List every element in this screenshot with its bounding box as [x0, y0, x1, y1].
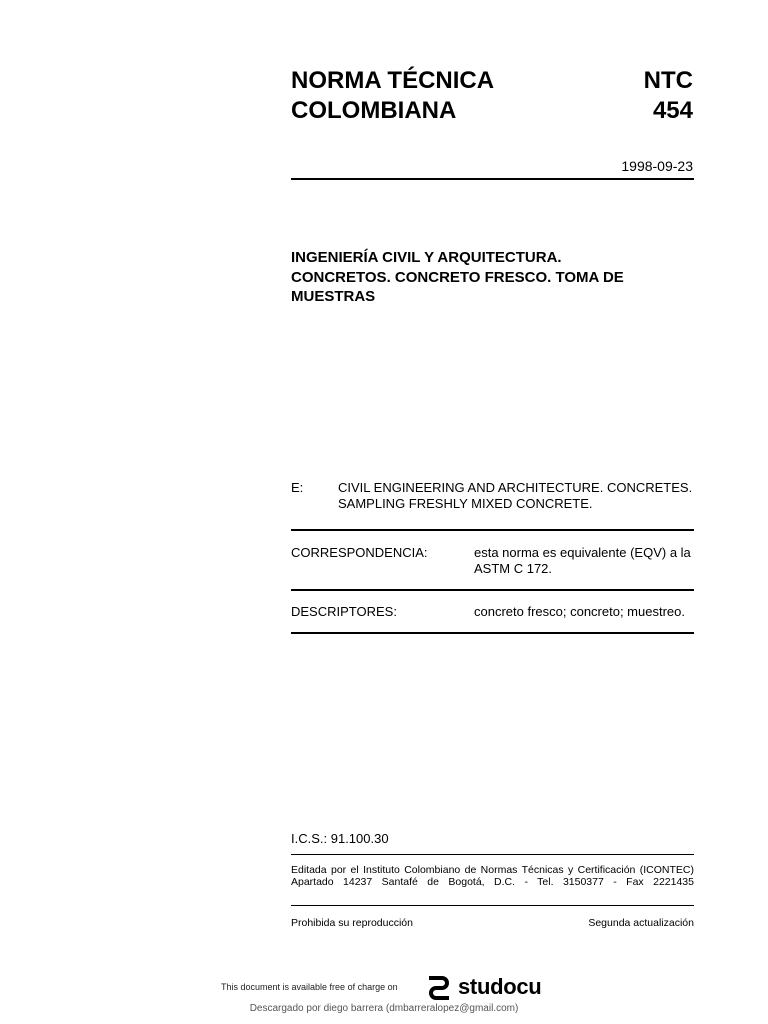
title-line-2: COLOMBIANA [291, 97, 457, 124]
english-title [338, 480, 694, 511]
english-line-1: CIVIL ENGINEERING AND ARCHITECTURE. CONCRETES. [338, 480, 693, 495]
subject-line-2: CONCRETOS. CONCRETO FRESCO. TOMA DE [291, 268, 624, 286]
english-divider [291, 529, 694, 531]
correspondencia-divider [291, 589, 694, 591]
english-line-2: SAMPLING FRESHLY MIXED CONCRETE. [338, 495, 593, 511]
correspondencia-line-2: ASTM C 172. [474, 560, 553, 576]
edition-info [291, 864, 694, 888]
ics-code: I.C.S.: 91.100.30 [291, 831, 389, 846]
edition-line-2: Apartado 14237 Santafé de Bogotá, D.C. - Tel. 3150377 - Fax 2221435 [291, 876, 694, 888]
ics-divider [291, 854, 694, 855]
norm-code [560, 66, 693, 126]
subject-line-3: MUESTRAS [291, 288, 376, 305]
publication-date: 1998-09-23 [621, 158, 693, 174]
downloaded-by: Descargado por diego barrera (dmbarreralopez@gmail.com) [249, 1003, 519, 1014]
header-divider [291, 178, 694, 180]
descriptores-value: concreto fresco; concreto; muestreo. [474, 604, 685, 619]
norm-code-line-1: NTC [643, 67, 693, 94]
studocu-brand[interactable]: studocu [458, 974, 542, 999]
descriptores-label: DESCRIPTORES: [291, 604, 397, 619]
edition-line-1: Editada por el Instituto Colombiano de Normas Técnicas y Certificación (ICONTEC) [291, 864, 694, 876]
availability-text: This document is available free of charge on [221, 982, 398, 992]
document-title [291, 66, 494, 126]
edition-divider [291, 905, 694, 906]
reproduction-notice: Prohibida su reproducción [291, 917, 413, 929]
norm-subject [291, 248, 694, 307]
descriptores-divider [291, 632, 694, 634]
correspondencia-label: CORRESPONDENCIA: [291, 545, 428, 560]
correspondencia-line-1: esta norma es equivalente (EQV) a la [474, 545, 691, 560]
norm-code-line-2: 454 [652, 97, 693, 124]
subject-line-1: INGENIERÍA CIVIL Y ARQUITECTURA. [291, 249, 562, 266]
english-tag: E: [291, 480, 304, 495]
correspondencia-value [474, 545, 694, 576]
title-line-1: NORMA TÉCNICA [291, 67, 495, 94]
studocu-logo-icon[interactable] [424, 972, 454, 1002]
update-notice: Segunda actualización [588, 917, 694, 929]
